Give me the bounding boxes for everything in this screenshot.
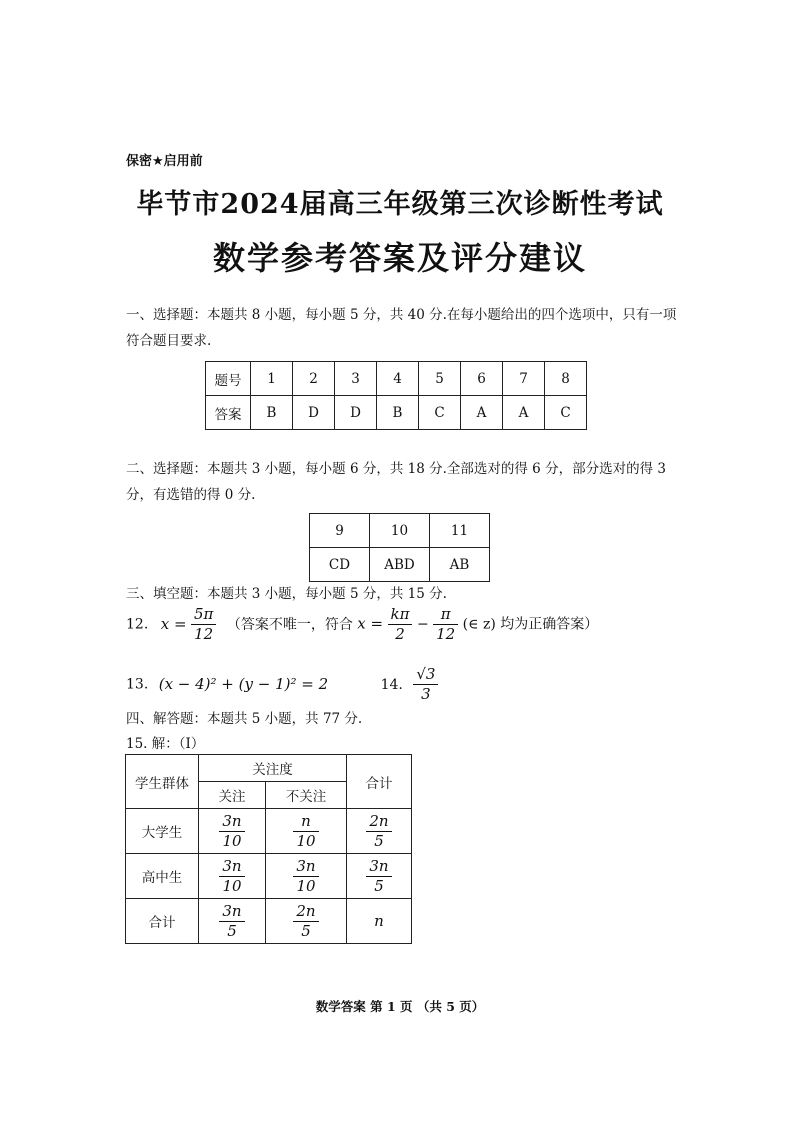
- table-row: [310, 514, 490, 548]
- question-number: 11: [430, 514, 490, 548]
- q14-number: 14.: [380, 676, 403, 693]
- fraction-denominator: 2: [395, 625, 405, 643]
- cell-total: [347, 899, 412, 944]
- header-nocare: 不关注: [266, 782, 347, 809]
- question-number: 2: [293, 362, 335, 396]
- cell-total: [347, 854, 412, 899]
- fraction-denominator: 5: [374, 831, 384, 850]
- section3-heading: 三、填空题：本题共 3 小题，每小题 5 分，共 15 分.: [126, 586, 447, 602]
- fraction-numerator: 2n: [293, 902, 318, 922]
- total-value: n: [374, 912, 384, 930]
- answer-cell: AB: [430, 548, 490, 582]
- table-row: [126, 755, 412, 782]
- q12-fraction-k: [388, 605, 413, 644]
- q12-answer: [126, 605, 598, 644]
- confidential-label: 保密★启用前: [126, 154, 203, 169]
- cell-care: [199, 899, 266, 944]
- exam-title: 毕节市2024届高三年级第三次诊断性考试: [136, 189, 664, 220]
- q15-label: 15. 解：（Ⅰ）: [126, 736, 205, 752]
- fraction-denominator: 12: [436, 625, 456, 643]
- fraction-denominator: 5: [374, 876, 384, 895]
- fraction-denominator: 10: [296, 876, 316, 895]
- fraction-numerator: √3: [413, 665, 438, 685]
- fraction-numerator: n: [293, 812, 318, 832]
- table-row: [126, 809, 412, 854]
- q13-q14-answers: [126, 665, 438, 704]
- header-care: 关注: [199, 782, 266, 809]
- q12-fraction-pi: [433, 605, 458, 644]
- q12-fraction: [191, 605, 216, 644]
- minus-sign: −: [416, 616, 429, 633]
- page-footer: 数学答案 第 1 页 （共 5 页）: [315, 999, 485, 1014]
- q15-contingency-table: [125, 754, 412, 944]
- fraction-numerator: 3n: [293, 857, 318, 877]
- fraction-numerator: 3n: [366, 857, 391, 877]
- question-number: 7: [503, 362, 545, 396]
- answer-cell: ABD: [370, 548, 430, 582]
- answer-cell: C: [545, 396, 587, 430]
- fraction-denominator: 3: [421, 685, 431, 703]
- question-number: 10: [370, 514, 430, 548]
- section1-answer-table: [205, 361, 587, 430]
- fraction-numerator: 3n: [219, 812, 244, 832]
- header-total: 合计: [347, 755, 412, 809]
- table-row: [126, 854, 412, 899]
- fraction-numerator: π: [433, 605, 458, 625]
- table-row: [310, 548, 490, 582]
- question-number: 8: [545, 362, 587, 396]
- cell-care: [199, 854, 266, 899]
- section4-heading: 四、解答题：本题共 5 小题，共 77 分.: [126, 711, 363, 727]
- header-attention: 关注度: [199, 755, 347, 782]
- fraction-numerator: 5π: [191, 605, 216, 625]
- question-label: 题号: [206, 362, 251, 396]
- answer-cell: A: [461, 396, 503, 430]
- answer-label: 答案: [206, 396, 251, 430]
- row-label: 合计: [126, 899, 199, 944]
- question-number: 1: [251, 362, 293, 396]
- question-number: 4: [377, 362, 419, 396]
- fraction-denominator: 5: [227, 921, 237, 940]
- answer-cell: C: [419, 396, 461, 430]
- answer-cell: B: [251, 396, 293, 430]
- cell-nocare: [266, 899, 347, 944]
- fraction-numerator: kπ: [388, 605, 413, 625]
- section2-answer-table: [309, 513, 490, 582]
- q12-number: 12.: [126, 616, 149, 633]
- row-label: 高中生: [126, 854, 199, 899]
- q13-number: 13.: [126, 676, 149, 693]
- fraction-denominator: 10: [296, 831, 316, 850]
- cell-care: [199, 809, 266, 854]
- fraction-denominator: 12: [194, 625, 214, 643]
- cell-nocare: [266, 809, 347, 854]
- question-number: 3: [335, 362, 377, 396]
- q14-fraction: [413, 665, 438, 704]
- q12-note-start: （答案不唯一，符合: [226, 616, 353, 633]
- question-number: 5: [419, 362, 461, 396]
- q12-note-variable: x =: [357, 614, 384, 633]
- question-number: 9: [310, 514, 370, 548]
- fraction-denominator: 10: [222, 831, 242, 850]
- fraction-numerator: 3n: [219, 857, 244, 877]
- q12-variable: x =: [160, 614, 187, 633]
- section1-heading: 一、选择题：本题共 8 小题，每小题 5 分，共 40 分.在每小题给出的四个选项中，只有一项符合题目要求.: [126, 307, 677, 349]
- fraction-denominator: 10: [222, 876, 242, 895]
- fraction-numerator: 2n: [366, 812, 391, 832]
- answer-cell: CD: [310, 548, 370, 582]
- table-row: [206, 362, 587, 396]
- document-subtitle: 数学参考答案及评分建议: [212, 239, 587, 277]
- row-label: 大学生: [126, 809, 199, 854]
- answer-cell: D: [335, 396, 377, 430]
- cell-nocare: [266, 854, 347, 899]
- fraction-denominator: 5: [301, 921, 311, 940]
- answer-cell: B: [377, 396, 419, 430]
- question-number: 6: [461, 362, 503, 396]
- table-row: [206, 396, 587, 430]
- q12-note-end: (∈ z) 均为正确答案）: [462, 616, 599, 633]
- cell-total: [347, 809, 412, 854]
- answer-cell: A: [503, 396, 545, 430]
- header-group: 学生群体: [126, 755, 199, 809]
- section2-heading: 二、选择题：本题共 3 小题，每小题 6 分，共 18 分.全部选对的得 6 分，部分选对的得 3 分，有选错的得 0 分.: [126, 461, 666, 503]
- table-row: [126, 899, 412, 944]
- fraction-numerator: 3n: [219, 902, 244, 922]
- answer-cell: D: [293, 396, 335, 430]
- q13-expression: (x − 4)² + (y − 1)² = 2: [158, 674, 329, 693]
